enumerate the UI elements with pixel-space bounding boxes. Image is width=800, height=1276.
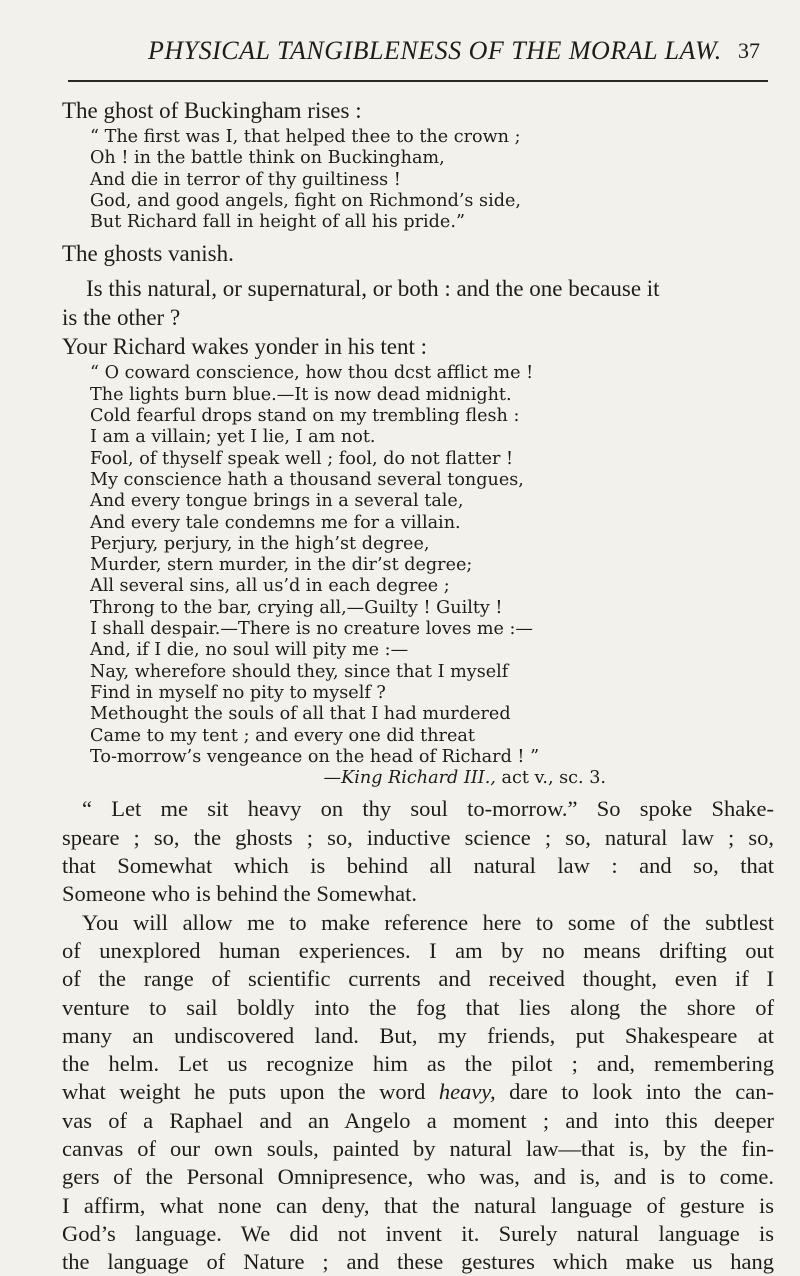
paragraph-shakespeare <box>62 795 774 908</box>
quote-line: Fool, of thyself speak well ; fool, do not flatter ! <box>90 448 514 469</box>
paragraph-line: venture to sail boldly into the fog that lies along the shore of <box>62 994 774 1020</box>
question-line: is the other ? <box>62 305 181 331</box>
citation-location: act v., sc. 3. <box>501 768 606 789</box>
quote-line: Oh ! in the battle think on Buckingham, <box>90 148 445 169</box>
quote-line: And, if I die, no soul will pity me :— <box>90 640 409 661</box>
line-text: dare to look into the can- <box>495 1079 774 1105</box>
intro-richard-wakes: Your Richard wakes yonder in his tent : <box>62 334 427 360</box>
quote-line: Came to my tent ; and every one did threat <box>90 725 475 746</box>
quote-line: I shall despair.—There is no creature loves me :— <box>90 619 534 640</box>
paragraph-line: the language of Nature ; and these gestures which make us hang <box>62 1249 774 1275</box>
citation-work: —King Richard III., <box>323 768 496 789</box>
quote-line: And every tale condemns me for a villain. <box>90 512 461 533</box>
paragraph-line: vas of a Raphael and an Angelo a moment ; and into this deeper <box>62 1107 774 1133</box>
quote-line: “ The first was I, that helped thee to the crown ; <box>90 127 521 147</box>
quote-line: Throng to the bar, crying all,—Guilty ! Guilty ! <box>90 597 503 618</box>
quote-line: Nay, wherefore should they, since that I myself <box>90 661 509 682</box>
paragraph-line: God’s language. We did not invent it. Surely natural language is <box>62 1220 774 1246</box>
paragraph-line: of the range of scientific currents and received thought, even if I <box>62 966 774 992</box>
paragraph-line: the helm. Let us recognize him as the pilot ; and, remembering <box>62 1051 774 1077</box>
page-number: 37 <box>738 38 760 63</box>
quote-line: My conscience hath a thousand several tongues, <box>90 469 524 490</box>
quote-line: I am a villain; yet I lie, I am not. <box>90 427 376 448</box>
paragraph-line: of unexplored human experiences. I am by no means drifting out <box>62 937 774 963</box>
quote-citation <box>90 768 774 789</box>
quote-line: Perjury, perjury, in the high’st degree, <box>90 533 430 554</box>
quote-line: “ O coward conscience, how thou dcst afflict me ! <box>90 363 534 384</box>
intro-buckingham: The ghost of Buckingham rises : <box>62 98 362 123</box>
paragraph-line: gers of the Personal Omnipresence, who was, and is, and is to come. <box>62 1164 774 1190</box>
question-line: Is this natural, or supernatural, or both : and the one because it <box>86 276 660 302</box>
quote-line: Find in myself no pity to myself ? <box>90 682 386 703</box>
quote-line: All several sins, all us’d in each degree ; <box>90 576 450 597</box>
quote-richard <box>90 363 774 789</box>
paragraph-subtlest <box>62 909 774 1276</box>
paragraph-line: You will allow me to make reference here to some of the subtlest <box>82 909 774 935</box>
paragraph-line: that Somewhat which is behind all natural law : and so, that <box>62 853 774 879</box>
paragraph-line: Someone who is behind the Somewhat. <box>62 881 417 907</box>
quote-line: And every tongue brings in a several tale, <box>90 491 464 512</box>
quote-line: Cold fearful drops stand on my trembling flesh : <box>90 406 520 427</box>
paragraph-line-heavy <box>62 1078 774 1106</box>
intro-vanish: The ghosts vanish. <box>62 241 234 267</box>
quote-buckingham <box>90 127 774 233</box>
quote-line: Methought the souls of all that I had murdered <box>90 704 511 725</box>
paragraph-line: “ Let me sit heavy on thy soul to-morrow.” So spoke Shake- <box>82 796 774 822</box>
intro-question <box>62 274 774 332</box>
emphasis-heavy: heavy, <box>438 1079 496 1105</box>
quote-line: The lights burn blue.—It is now dead midnight. <box>90 384 512 405</box>
line-text: what weight he puts upon the word <box>62 1079 439 1105</box>
paragraph-line: I affirm, what none can deny, that the natural language of gesture is <box>62 1192 774 1218</box>
quote-line: But Richard fall in height of all his pride.” <box>90 212 465 233</box>
quote-line: Murder, stern murder, in the dir’st degree; <box>90 555 473 576</box>
paragraph-line: canvas of our own souls, painted by natural law—that is, by the fin- <box>62 1135 774 1161</box>
paragraph-line: speare ; so, the ghosts ; so, inductive science ; so, natural law ; so, <box>62 824 774 850</box>
running-title: PHYSICAL TANGIBLENESS OF THE MORAL LAW. <box>148 36 722 65</box>
quote-line: God, and good angels, fight on Richmond’s side, <box>90 190 521 211</box>
quote-line: To-morrow’s vengeance on the head of Richard ! ” <box>90 746 540 767</box>
paragraph-line: many an undiscovered land. But, my friends, put Shakespeare at <box>62 1022 774 1048</box>
quote-line: And die in terror of thy guiltiness ! <box>90 169 401 190</box>
body-text <box>62 96 774 1276</box>
header-rule <box>68 80 768 82</box>
